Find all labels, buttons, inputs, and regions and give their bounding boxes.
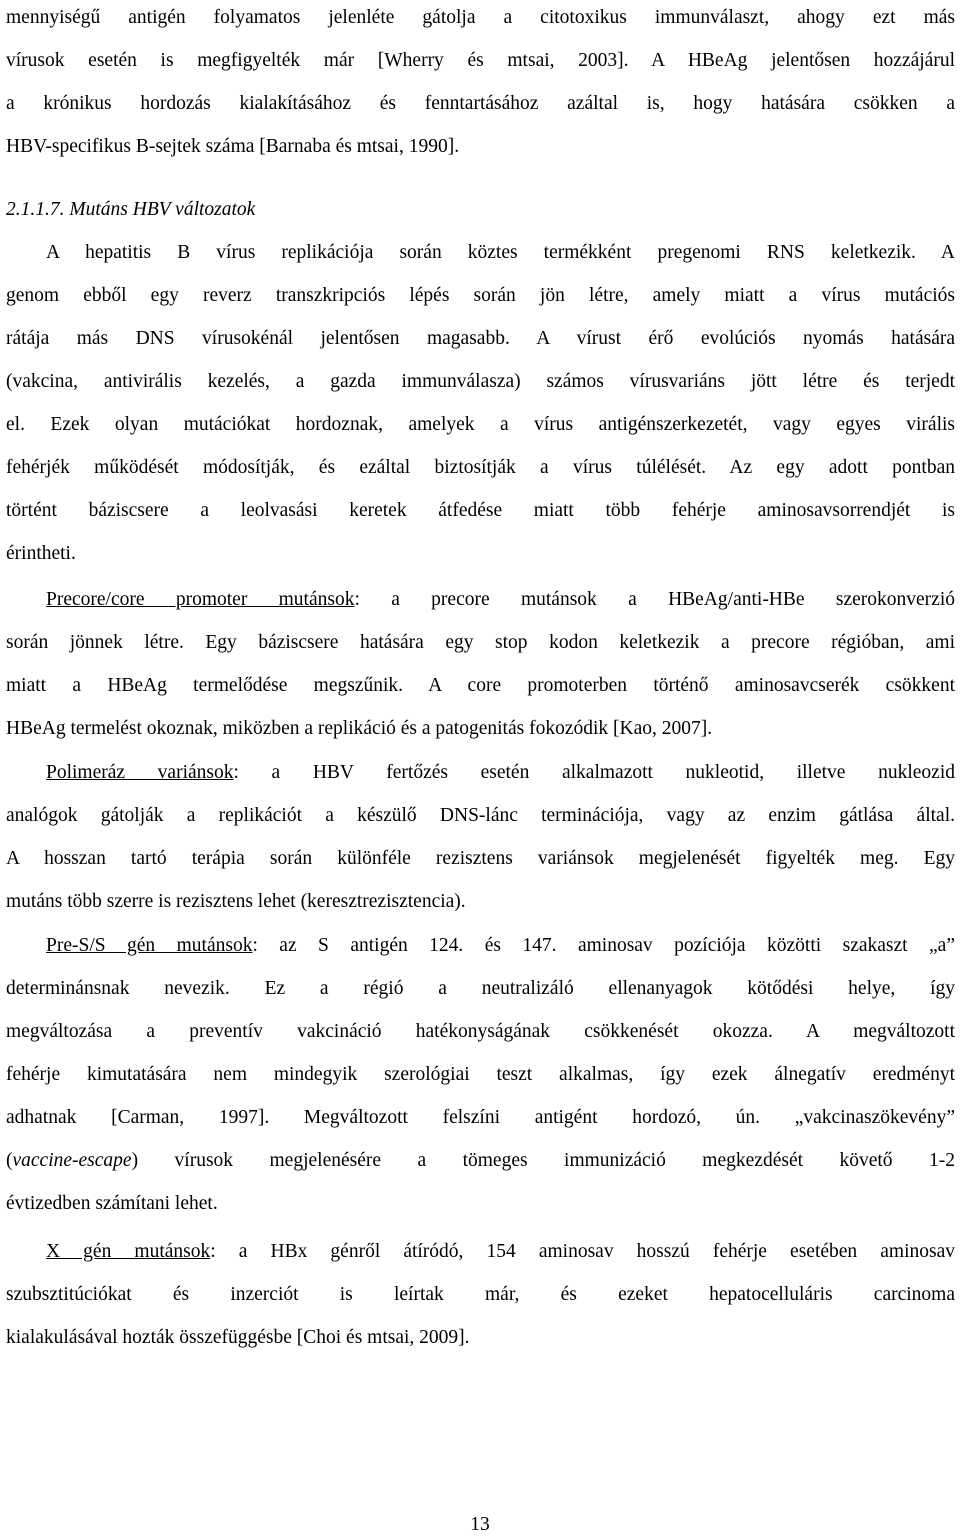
pres-paragraph [6, 924, 955, 1225]
text-line: mennyiségű antigén folyamatos jelenléte gátolja a citotoxikus immunválaszt, ahogy ezt más [6, 7, 955, 28]
text-line: fehérje kimutatására nem mindegyik szerológiai teszt alkalmas, így ezek álnegatív eredményt [6, 1064, 955, 1085]
text-span: ( [6, 1150, 13, 1171]
text-line: kialakulásával hozták összefüggésbe [Choi és mtsai, 2009]. [6, 1327, 470, 1348]
text-line: érintheti. [6, 543, 76, 564]
text-line: el. Ezek olyan mutációkat hordoznak, amelyek a vírus antigénszerkezetét, vagy egyes virális [6, 414, 955, 435]
text-line: analógok gátolják a replikációt a készülő DNS-lánc terminációja, vagy az enzim gátlása által. [6, 805, 955, 826]
text-line: adhatnak [Carman, 1997]. Megváltozott felszíni antigént hordozó, ún. „vakcinaszökevény” [6, 1107, 955, 1128]
polimeraz-paragraph [6, 751, 955, 923]
text-line: miatt a HBeAg termelődése megszűnik. A core promoterben történő aminosavcserék csökkent [6, 675, 955, 696]
page-number: 13 [470, 1514, 490, 1535]
section-heading [6, 188, 955, 231]
text-line: a krónikus hordozás kialakításához és fenntartásához azáltal is, hogy hatására csökken a [6, 93, 955, 114]
xgen-heading: X gén mutánsok [46, 1241, 211, 1262]
text-line: megváltozása a preventív vakcináció hatékonyságának csökkenését okozza. A megváltozott [6, 1021, 955, 1042]
text-line [6, 578, 955, 621]
text-line: során jönnek létre. Egy báziscsere hatására egy stop kodon keletkezik a precore régióban, ami [6, 632, 955, 653]
text-line: determinánsnak nevezik. Ez a régió a neutralizáló ellenanyagok kötődési helye, így [6, 978, 955, 999]
text-line [6, 924, 955, 967]
italic-term: vaccine-escape [12, 1150, 132, 1171]
section-title: Mutáns HBV változatok [69, 199, 256, 220]
precore-paragraph [6, 578, 955, 750]
text-line: mutáns több szerre is rezisztens lehet (keresztrezisztencia). [6, 891, 466, 912]
body-paragraph [6, 231, 955, 575]
polimeraz-heading: Polimeráz variánsok [46, 762, 234, 783]
text-line: HBeAg termelést okoznak, miközben a replikáció és a patogenitás fokozódik [Kao, 2007]. [6, 718, 713, 739]
text-line: (vakcina, antivirális kezelés, a gazda immunválasza) számos vírusvariáns jött létre és terjedt [6, 371, 955, 392]
text-line: rátája más DNS vírusokénál jelentősen magasabb. A vírust érő evolúciós nyomás hatására [6, 328, 955, 349]
pres-heading: Pre-S/S gén mutánsok [46, 935, 253, 956]
text-span: : a precore mutánsok a HBeAg/anti-HBe szerokonverzió [354, 589, 955, 610]
text-line: szubsztitúciókat és inzerciót is leírtak már, és ezeket hepatocelluláris carcinoma [6, 1284, 955, 1305]
text-span: : az S antigén 124. és 147. aminosav pozíciója közötti szakaszt „a” [252, 935, 955, 956]
intro-paragraph [6, 0, 955, 168]
text-line [6, 1139, 955, 1182]
text-span: ) vírusok megjelenésére a tömeges immunizáció megkezdését követő 1-2 [131, 1150, 955, 1171]
text-line: HBV-specifikus B-sejtek száma [Barnaba és mtsai, 1990]. [6, 136, 460, 157]
text-line: vírusok esetén is megfigyelték már [Wherry és mtsai, 2003]. A HBeAg jelentősen hozzájárul [6, 50, 955, 71]
text-line: genom ebből egy reverz transzkripciós lépés során jön létre, amely miatt a vírus mutációs [6, 285, 955, 306]
precore-heading: Precore/core promoter mutánsok [46, 589, 355, 610]
text-line: évtizedben számítani lehet. [6, 1193, 218, 1214]
text-line: történt báziscsere a leolvasási keretek átfedése miatt több fehérje aminosavsorrendjét is [6, 500, 955, 521]
text-line [6, 751, 955, 794]
text-line: A hosszan tartó terápia során különféle rezisztens variánsok megjelenését figyelték meg. Egy [6, 848, 955, 869]
xgen-paragraph [6, 1230, 955, 1359]
text-line [6, 1230, 955, 1273]
text-span: : a HBx génről átíródó, 154 aminosav hosszú fehérje esetében aminosav [210, 1241, 955, 1262]
section-number: 2.1.1.7. [6, 199, 65, 220]
text-line: A hepatitis B vírus replikációja során köztes termékként pregenomi RNS keletkezik. A [46, 242, 955, 263]
text-line: fehérjék működését módosítják, és ezáltal biztosítják a vírus túlélését. Az egy adott pontban [6, 457, 955, 478]
text-span: : a HBV fertőzés esetén alkalmazott nukleotid, illetve nukleozid [233, 762, 955, 783]
